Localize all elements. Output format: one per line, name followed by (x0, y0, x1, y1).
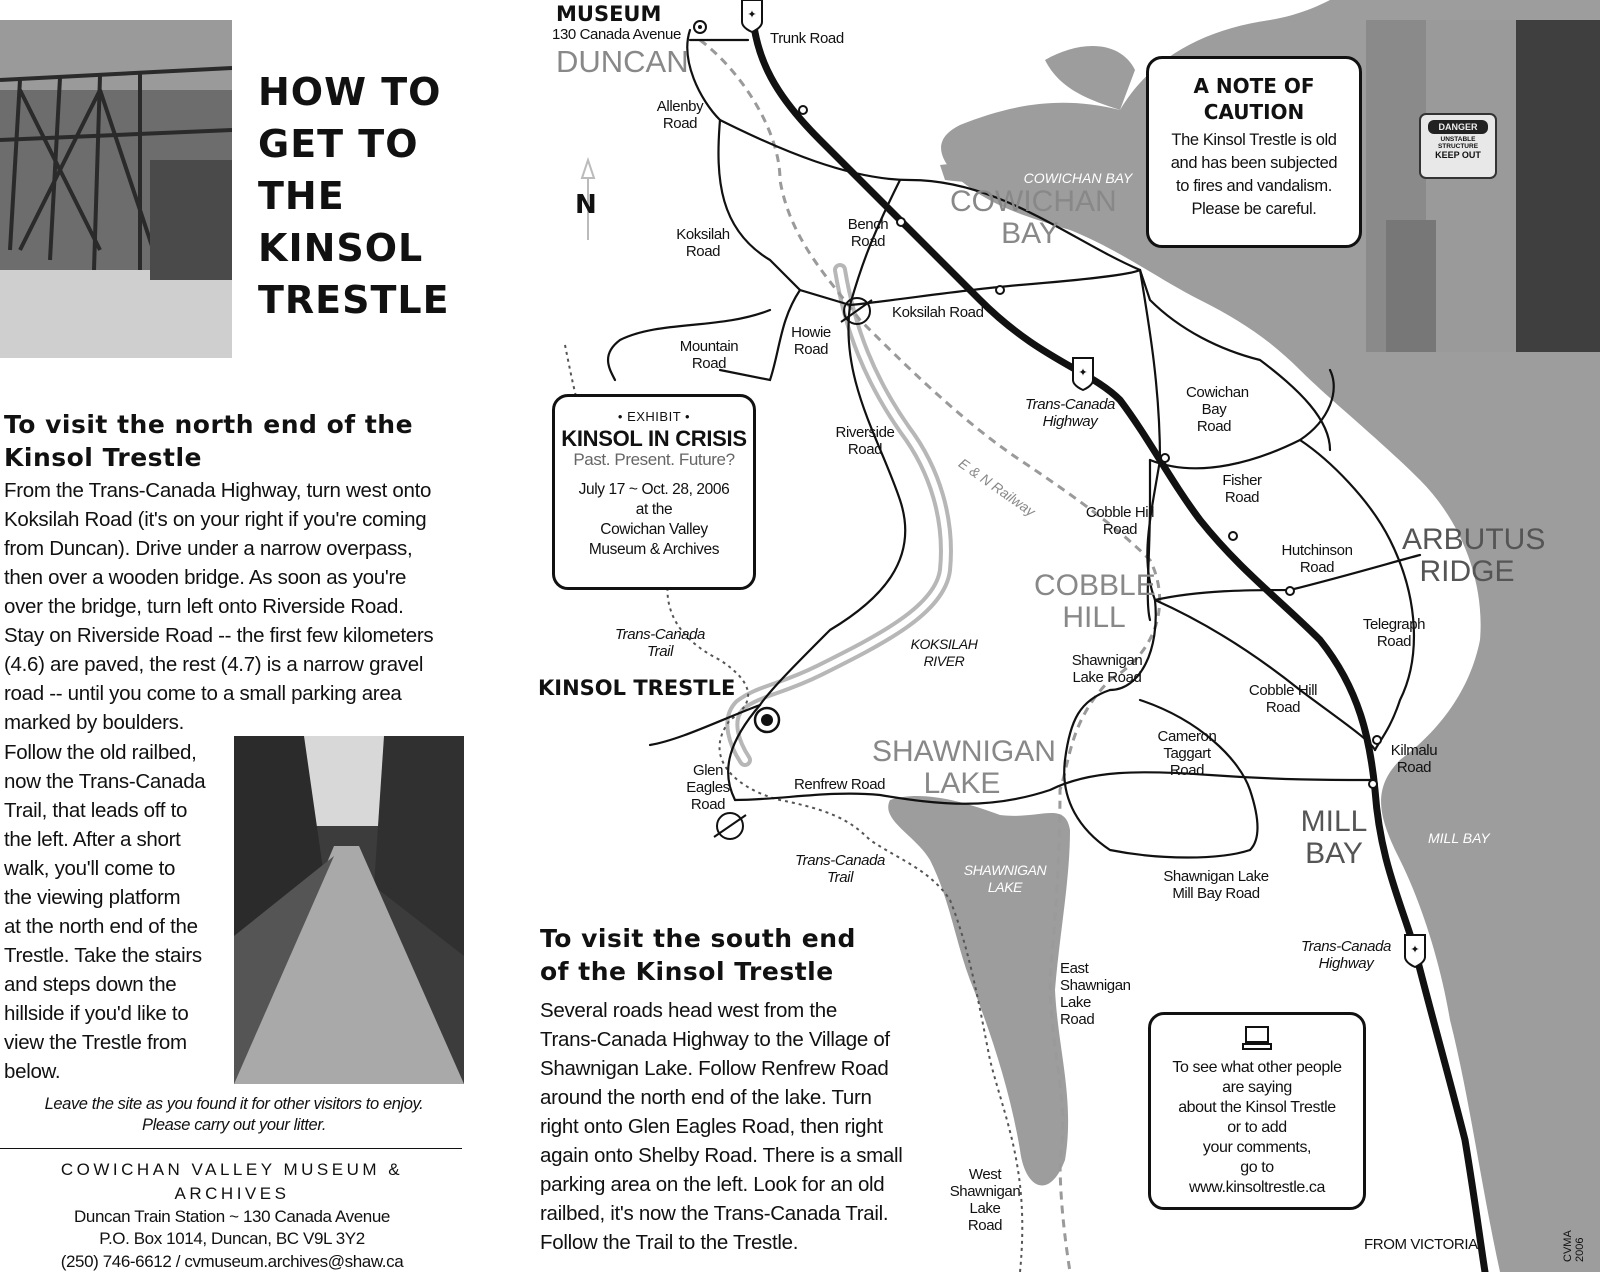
north-directions: From the Trans-Canada Highway, turn west onto Koksilah Road (it's on your right if you're coming from Duncan). Drive under a narrow overpass, then over a wooden bridge. As soon as you're over the bridge, turn left onto Riverside Road. Stay on Riverside Road -- the first few kilometers (4.6) are paved, the rest (4.7) is a narrow gravel road -- until you come to a small parking area marked by boulders. (4, 479, 434, 734)
page-title: HOW TO GET TO THE KINSOL TRESTLE (258, 70, 450, 322)
town-duncan: DUNCAN (556, 44, 689, 79)
highway-label-north: Trans-Canada Highway (1025, 396, 1115, 430)
kinsol-trestle-label: KINSOL TRESTLE (538, 676, 736, 700)
caution-heading: A NOTE OF CAUTION (1193, 74, 1315, 124)
svg-text:✦: ✦ (747, 9, 757, 21)
museum-footer: COWICHAN VALLEY MUSEUM & ARCHIVES Duncan Train Station ~ 130 Canada Avenue P.O. Box 1014, Duncan, BC V9L 3Y2 (250) 746-6612 / cvmuseum.archives@shaw.ca (0, 1158, 464, 1274)
from-victoria-label: FROM VICTORIA (1364, 1236, 1478, 1253)
railway-label: E & N Railway (955, 455, 1039, 520)
danger-sign-photo (1366, 20, 1600, 352)
town-mill-bay: MILL BAY (1300, 805, 1368, 870)
water-mill-bay: MILL BAY (1428, 830, 1490, 846)
museum-contact: (250) 746-6612 / cvmuseum.archives@shaw.ca (60, 1252, 404, 1271)
credit: CVMA 2006 (1562, 1230, 1586, 1262)
exhibit-box: • EXHIBIT • KINSOL IN CRISIS Past. Present. Future? July 17 ~ Oct. 28, 2006 at the Cowichan Valley Museum & Archives (552, 394, 756, 590)
trail-label-south: Trans-Canada Trail (795, 852, 885, 886)
svg-text:✦: ✦ (1410, 944, 1420, 956)
leave-site-note: Leave the site as you found it for other visitors to enjoy. Please carry out your litter. (44, 1095, 424, 1134)
north-label: N (575, 190, 597, 220)
exhibit-title: KINSOL IN CRISIS (561, 426, 747, 451)
museum-name: COWICHAN VALLEY MUSEUM & ARCHIVES (60, 1160, 404, 1203)
trail-label-north: Trans-Canada Trail (615, 626, 705, 660)
map-labels: MUSEUM 130 Canada Avenue DUNCAN Trunk Road Allenby Road Koksilah Road Bench Road Koksilah Road Howie Road Mountain Road Riverside Road COWICHAN BAY COWICHAN BAY Trans-Canada Highway E & N Railway Cowichan Bay Road Fisher Road Cobble Hill Road Hutchinson Road ARBUTUS RIDGE COBBLE HILL Telegraph Road Shawnigan Lake Road Cobble Hill Road Cameron Taggart Road Kilmalu Road SHAWNIGAN LAKE MILL BAY MILL BAY N KOKSILAH RIVER Trans-Canada Trail KINSOL TRESTLE Glen Eagles Road Renfrew Road Trans-Canada Trail SHAWNIGAN LAKE Shawnigan Lake Mill Bay Road Trans-Canada Highway East Shawnigan Lake Road West Shawnigan Lake Road FROM VICTORIA CVMA 2006 (538, 2, 1586, 1262)
road-allenby: Allenby Road (656, 98, 704, 132)
computer-icon (1242, 1025, 1272, 1051)
museum-label: MUSEUM (556, 2, 662, 26)
town-shawnigan-lake: SHAWNIGAN LAKE (872, 735, 1056, 800)
website-link[interactable]: www.kinsoltrestle.ca (1188, 1179, 1326, 1196)
town-arbutus-ridge: ARBUTUS RIDGE (1402, 523, 1546, 588)
svg-text:✦: ✦ (1078, 367, 1088, 379)
north-directions-continued: Follow the old railbed, now the Trans-Canada Trail, that leads off to the left. After a short walk, you'll come to the viewing platform at the north end of the Trestle. Take the stairs and steps down the hillside if you'd like to view the Trestle from below. (4, 741, 206, 1083)
water-shawnigan-lake: SHAWNIGAN LAKE (963, 862, 1047, 895)
highway-label-south: Trans-Canada Highway (1301, 938, 1391, 972)
water-cowichan-bay: COWICHAN BAY (1023, 170, 1133, 186)
comments-box: To see what other people are saying about the Kinsol Trestle or to add your comments, go to www.kinsoltrestle.ca (1148, 1012, 1366, 1210)
caution-box: A NOTE OF CAUTION The Kinsol Trestle is old and has been subjected to fires and vandalism. Please be careful. (1146, 56, 1362, 248)
north-heading: To visit the north end of the Kinsol Trestle (4, 410, 414, 472)
town-cobble-hill: COBBLE HILL (1034, 569, 1156, 634)
south-directions: Several roads head west from the Trans-Canada Highway to the Village of Shawnigan Lake. Follow Renfrew Road around the north end of the lake. Turn right onto Glen Eagles Road, then right again onto Shelby Road. There is a small parking area on the left. Look for an old railbed, it's now the Trans-Canada Trail. Follow the Trail to the Trestle. (540, 999, 903, 1254)
danger-sign-text: DANGER UNSTABLE STRUCTURE KEEP OUT (1435, 122, 1481, 160)
town-cowichan-bay: COWICHAN BAY (950, 185, 1117, 250)
south-heading: To visit the south end of the Kinsol Trestle (540, 924, 856, 986)
